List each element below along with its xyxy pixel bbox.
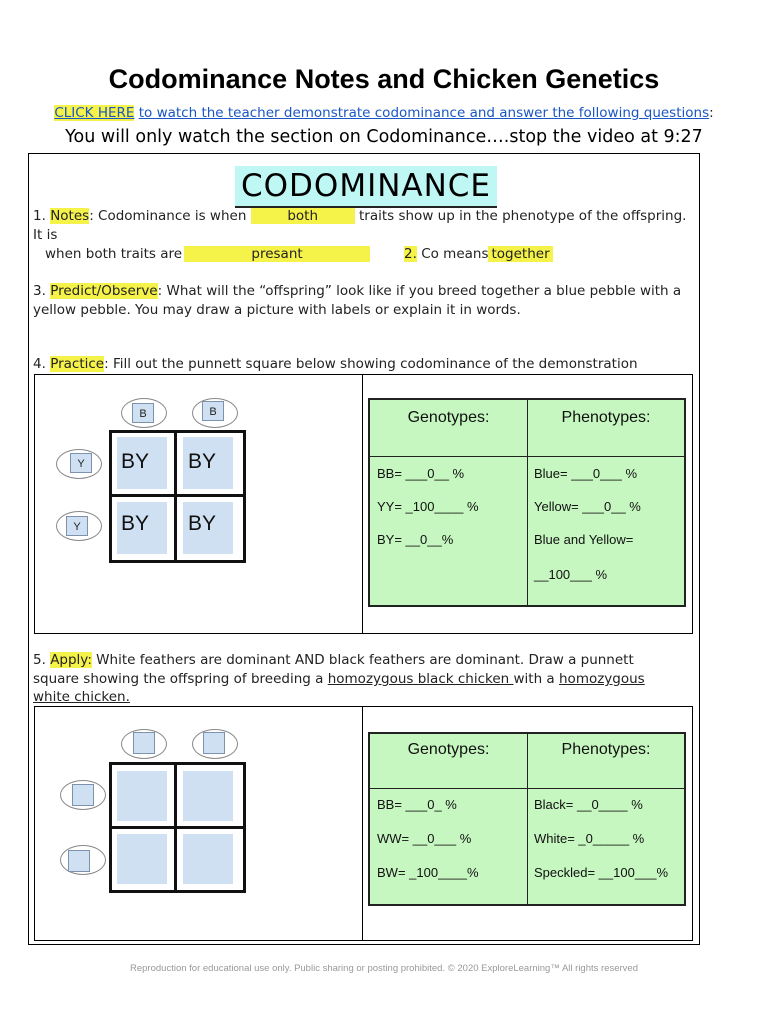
allele-box-side-2[interactable] (68, 850, 90, 872)
allele-box-top-2[interactable] (203, 732, 225, 754)
q2-answer[interactable]: together (488, 246, 552, 262)
table-row-divider (368, 788, 686, 789)
q3-label: Predict/Observe (50, 283, 158, 299)
punnett-cell-2[interactable] (183, 771, 233, 821)
q5-line1 (33, 652, 634, 668)
phenotype-white[interactable]: White= _0_____ % (534, 831, 645, 846)
q5-text2d: homozygous (559, 671, 645, 687)
phenotypes-header: Phenotypes: (561, 409, 651, 426)
q1-part4: when both traits are (45, 246, 183, 262)
allele-box-top-1[interactable] (133, 732, 155, 754)
q2-text: Co means (421, 246, 489, 262)
q3-text1: : What will the “offspring” look like if you breed together a blue pebble with a (157, 283, 682, 299)
genotype-yy[interactable]: YY= _100____ % (377, 499, 479, 514)
watch-note: You will only watch the section on Codominance….stop the video at 9:27 (65, 127, 703, 147)
q5-text2c: with a (513, 671, 559, 687)
table-col-divider (527, 398, 528, 607)
allele-box-top-1[interactable]: B (132, 403, 154, 423)
q1-part3: It is (33, 227, 58, 243)
punnett-grid-line (109, 826, 246, 829)
punnett-cell-4[interactable] (183, 834, 233, 884)
q1-line1 (33, 208, 686, 224)
q1-blank-presant[interactable]: presant (184, 246, 370, 262)
allele-box-side-2[interactable]: Y (66, 516, 88, 536)
codominance-heading: CODOMINANCE (235, 166, 497, 208)
q5-text2b: homozygous black chicken (327, 671, 514, 687)
punnett-cell-label-2: BY (188, 450, 217, 473)
genotype-bb[interactable]: BB= ___0__ % (377, 466, 465, 481)
allele-box-side-1[interactable] (72, 784, 94, 806)
genotype-bw[interactable]: BW= _100____% (377, 865, 479, 880)
punnett-cell-3[interactable] (117, 834, 167, 884)
q1-line3 (45, 246, 370, 262)
q4-line (33, 356, 638, 372)
genotype-by[interactable]: BY= __0__% (377, 532, 454, 547)
q4-text: : Fill out the punnett square below showing codominance of the demonstration (104, 356, 638, 372)
q2-number: 2. (404, 246, 417, 262)
punnett-cell-label-1: BY (121, 450, 150, 473)
allele-box-side-1[interactable]: Y (70, 453, 92, 473)
punnett-cell-1[interactable] (117, 771, 167, 821)
q1-number: 1. (33, 208, 46, 224)
video-link-text[interactable]: to watch the teacher demonstrate codominance and answer the following questions (138, 105, 710, 121)
q5-text2a: square showing the offspring of breeding a (33, 671, 328, 687)
phenotype-blue-and-yellow: Blue and Yellow= (534, 532, 634, 547)
q3-line2: yellow pebble. You may draw a picture with labels or explain it in words. (33, 302, 521, 318)
q3-number: 3. (33, 283, 46, 299)
q5-label: Apply: (50, 652, 92, 668)
phenotype-black[interactable]: Black= __0____ % (534, 797, 643, 812)
genotype-ww[interactable]: WW= __0___ % (377, 831, 472, 846)
table-row-divider (368, 456, 686, 457)
phenotype-speckled[interactable]: Speckled= __100___% (534, 865, 669, 880)
q1-part2: traits show up in the phenotype of the offspring. (358, 208, 687, 224)
copyright-footer: Reproduction for educational use only. Public sharing or posting prohibited. © 2020 ExploreLearning™ All rights reserved (130, 963, 638, 974)
q2-line (404, 246, 553, 262)
q4-number: 4. (33, 356, 46, 372)
genotypes-header: Genotypes: (407, 409, 490, 426)
page-title: Codominance Notes and Chicken Genetics (108, 64, 660, 94)
click-here-link[interactable]: CLICK HERE (54, 105, 135, 121)
phenotype-yellow[interactable]: Yellow= ___0__ % (534, 499, 641, 514)
q5-divider (362, 706, 363, 941)
phenotype-blue-and-yellow-value[interactable]: __100___ % (534, 567, 608, 582)
phenotype-blue[interactable]: Blue= ___0___ % (534, 466, 638, 481)
genotypes-header: Genotypes: (407, 741, 490, 758)
link-colon: : (709, 105, 714, 121)
video-link-line (0, 105, 768, 121)
q4-label: Practice (50, 356, 105, 372)
allele-box-top-2[interactable]: B (202, 401, 224, 421)
q4-divider (362, 374, 363, 634)
q5-line2 (33, 671, 645, 687)
q3-line1 (33, 283, 681, 299)
genotype-bb[interactable]: BB= ___0_ % (377, 797, 457, 812)
phenotypes-header: Phenotypes: (561, 741, 651, 758)
q5-line3: white chicken. (33, 689, 130, 705)
punnett-cell-label-4: BY (188, 512, 217, 535)
q1-label: Notes (50, 208, 90, 224)
punnett-grid-line (109, 494, 246, 497)
punnett-cell-label-3: BY (121, 512, 150, 535)
q5-number: 5. (33, 652, 46, 668)
q1-part1: : Codominance is when (89, 208, 247, 224)
q5-text1: White feathers are dominant AND black feathers are dominant. Draw a punnett (91, 652, 634, 668)
q1-blank-both[interactable]: both (251, 208, 355, 224)
